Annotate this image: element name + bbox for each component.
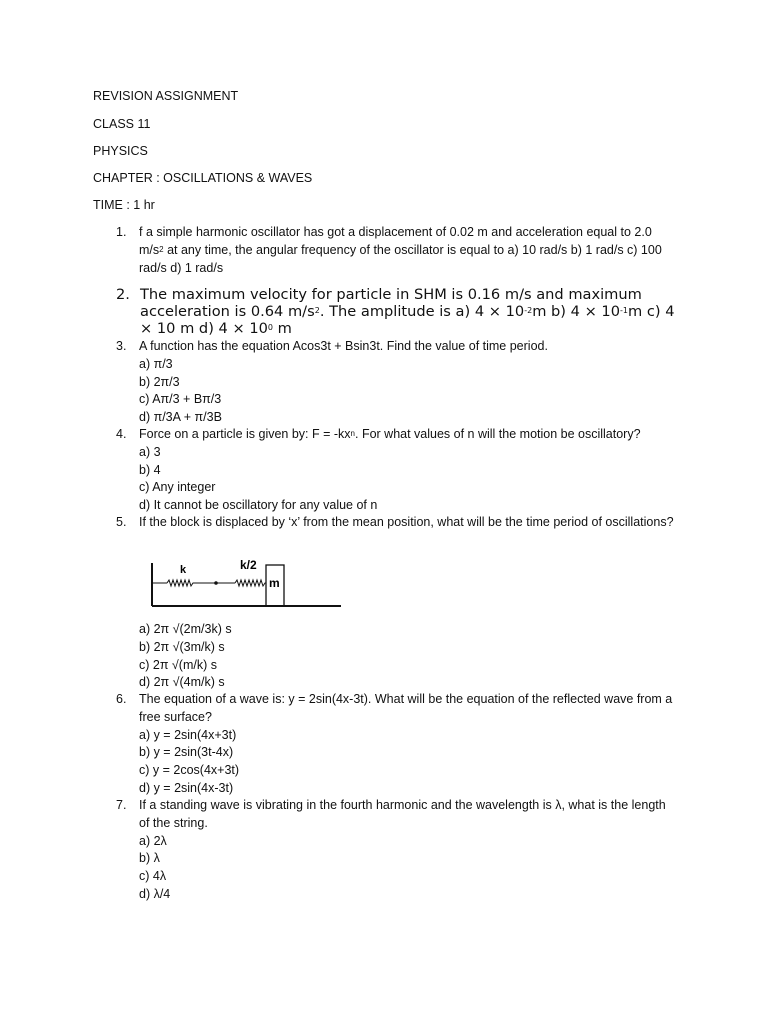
option-d: d) It cannot be oscillatory for any value of n xyxy=(139,498,378,513)
option-b: b) 2π √(3m/k) s xyxy=(139,639,225,654)
question-number: 2. xyxy=(116,286,130,303)
subject-line: PHYSICS xyxy=(93,144,148,158)
option-b: b) 4 xyxy=(139,462,161,477)
option-a: a) 2π √(2m/3k) s xyxy=(139,622,232,636)
question-number: 3. xyxy=(116,339,127,353)
question-5 xyxy=(116,514,676,532)
option-d: d) π/3A + π/3B xyxy=(139,410,222,425)
question-2 xyxy=(116,286,676,337)
option-a: a) π/3 xyxy=(139,356,173,371)
spring-block-diagram xyxy=(145,557,345,613)
question-4 xyxy=(116,426,676,515)
question-1 xyxy=(116,224,676,277)
spring-k-half-label: k/2 xyxy=(240,558,257,572)
block-mass-label: m xyxy=(269,576,280,590)
assignment-title: REVISION ASSIGNMENT xyxy=(93,89,239,103)
question-number: 1. xyxy=(116,225,127,239)
option-d: d) y = 2sin(4x-3t) xyxy=(139,780,234,795)
option-c: c) Any integer xyxy=(139,480,216,495)
class-line: CLASS 11 xyxy=(93,117,151,131)
question-text: The maximum velocity for particle in SHM is 0.16 m/s and maximum acceleration is 0.64 $m/s^2$. The amplitude is a) $4 \times 10^{-2}m$ b) $4 \times 10^{-1}m$ c) 4 × 10 m d) $4 \times 10^0$ m xyxy=(140,286,675,337)
question-text: Force on a particle is given by: $F = -kx^n$. For what values of n will the motion be oscillatory? xyxy=(139,427,641,441)
question-text: If a standing wave is vibrating in the fourth harmonic and the wavelength is λ, what is the length of the string. xyxy=(139,798,666,830)
question-text: f a simple harmonic oscillator has got a displacement of 0.02 m and acceleration equal to 2.0 $m/s^2$ at any time, the angular frequency of the oscillator is equal to a) 10 rad/s b) 1 rad/s c) 100 rad/s d) 1 rad/s xyxy=(139,225,662,275)
option-d: d) 2π √(4m/k) s xyxy=(139,675,225,690)
spring-k-half xyxy=(217,580,266,586)
question-7 xyxy=(116,797,676,904)
option-c: c) y = 2cos(4x+3t) xyxy=(139,763,240,778)
question-number: 4. xyxy=(116,427,127,441)
question-number: 7. xyxy=(116,798,127,812)
option-a: a) y = 2sin(4x+3t) xyxy=(139,727,237,742)
option-c: c) Aπ/3 + Bπ/3 xyxy=(139,392,222,407)
option-a: a) 2λ xyxy=(139,833,167,848)
question-number: 5. xyxy=(116,515,127,529)
time-line: TIME : 1 hr xyxy=(93,198,155,212)
question-3 xyxy=(116,338,676,427)
question-text: The equation of a wave is: y = 2sin(4x-3t). What will be the equation of the reflected wave from a free surface? xyxy=(139,692,673,724)
option-a: a) 3 xyxy=(139,444,161,459)
option-d: d) λ/4 xyxy=(139,886,171,901)
option-b: b) 2π/3 xyxy=(139,374,180,389)
option-b: b) λ xyxy=(139,851,160,866)
question-number: 6. xyxy=(116,692,127,706)
question-6 xyxy=(116,691,676,798)
option-b: b) y = 2sin(3t-4x) xyxy=(139,745,234,760)
spring-k xyxy=(152,580,217,586)
question-5-options xyxy=(116,621,676,692)
option-c: c) 2π √(m/k) s xyxy=(139,657,217,672)
option-c: c) 4λ xyxy=(139,869,167,884)
question-text: If the block is displaced by ‘x’ from the mean position, what will be the time period of oscillations? xyxy=(139,515,674,529)
spring-k-label: k xyxy=(180,564,187,576)
question-text: A function has the equation Acos3t + Bsin3t. Find the value of time period. xyxy=(139,339,548,353)
chapter-line: CHAPTER : OSCILLATIONS & WAVES xyxy=(93,171,313,185)
